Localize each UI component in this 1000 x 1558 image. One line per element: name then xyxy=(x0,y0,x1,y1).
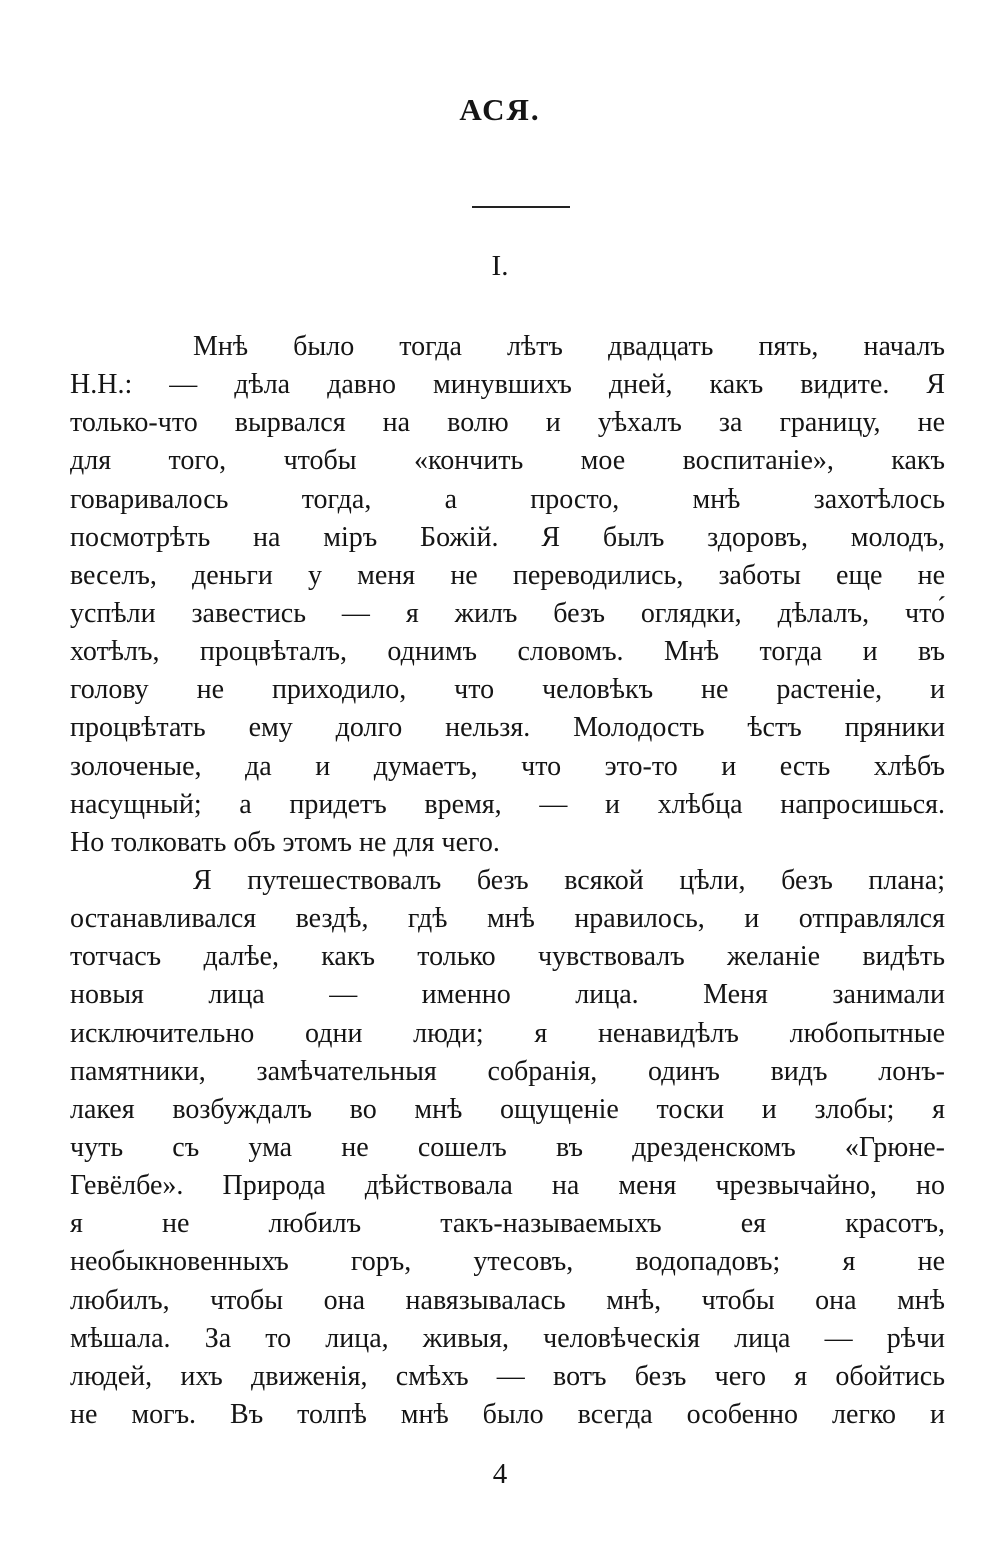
text-line: золоченые, да и думаетъ, что это-то и есть хлѣбъ xyxy=(70,750,945,782)
text-line: Гевёлбе». Природа дѣйствовала на меня чрезвычайно, но xyxy=(70,1170,945,1202)
text-line: успѣли завестись — я жилъ безъ оглядки, дѣлалъ, что́ xyxy=(70,597,945,629)
text-line: посмотрѣть на міръ Божій. Я былъ здоровъ, молодъ, xyxy=(70,521,945,553)
text-line: только-что вырвался на волю и уѣхалъ за границу, не xyxy=(70,407,945,439)
title-divider xyxy=(472,206,570,208)
text-line: любилъ, чтобы она навязывалась мнѣ, чтобы она мнѣ xyxy=(70,1284,945,1316)
text-line: тотчасъ далѣе, какъ только чувствовалъ желаніе видѣть xyxy=(70,941,945,973)
text-line: людей, ихъ движенія, смѣхъ — вотъ безъ чего я обойтись xyxy=(70,1360,945,1392)
text-line: останавливался вездѣ, гдѣ мнѣ нравилось, и отправлялся xyxy=(70,903,945,935)
paragraph xyxy=(70,328,945,862)
text-line: Я путешествовалъ безъ всякой цѣли, безъ плана; xyxy=(193,864,945,896)
text-line: исключительно одни люди; я ненавидѣлъ любопытные xyxy=(70,1017,945,1049)
text-line: лакея возбуждалъ во мнѣ ощущеніе тоски и злобы; я xyxy=(70,1093,945,1125)
text-line: Н.Н.: — дѣла давно минувшихъ дней, какъ видите. Я xyxy=(70,369,945,401)
text-line: необыкновенныхъ горъ, утесовъ, водопадовъ; я не xyxy=(70,1246,945,1278)
text-line: говаривалось тогда, а просто, мнѣ захотѣлось xyxy=(70,483,945,515)
text-line: процвѣтать ему долго нельзя. Молодость ѣстъ пряники xyxy=(70,712,945,744)
text-line: я не любилъ такъ-называемыхъ ея красотъ, xyxy=(70,1208,945,1240)
text-line: голову не приходило, что человѣкъ не растеніе, и xyxy=(70,674,945,706)
text-line: Но толковать объ этомъ не для чего. xyxy=(70,826,500,858)
text-line: хотѣлъ, процвѣталъ, однимъ словомъ. Мнѣ тогда и въ xyxy=(70,636,945,668)
text-line: Мнѣ было тогда лѣтъ двадцать пять, началъ xyxy=(193,331,945,362)
paragraph xyxy=(70,862,945,1434)
text-line: чуть съ ума не сошелъ въ дрезденскомъ «Грюне- xyxy=(70,1131,945,1163)
text-line: не могъ. Въ толпѣ мнѣ было всегда особенно легко и xyxy=(70,1398,945,1430)
text-line: для того, чтобы «кончить мое воспитаніе», какъ xyxy=(70,445,945,477)
text-line: веселъ, деньги у меня не переводились, заботы еще не xyxy=(70,559,945,591)
story-title: АСЯ. xyxy=(459,92,541,127)
text-line: памятники, замѣчательныя собранія, одинъ видъ лонъ- xyxy=(70,1055,945,1087)
text-line: новыя лица — именно лица. Меня занимали xyxy=(70,979,945,1011)
page-number: 4 xyxy=(492,1458,508,1490)
text-line: насущный; а придетъ время, — и хлѣбца напросишься. xyxy=(70,788,945,820)
body-text xyxy=(70,328,945,1434)
text-line: мѣшала. За то лица, живыя, человѣческія лица — рѣчи xyxy=(70,1322,945,1354)
chapter-heading: I. xyxy=(491,250,509,282)
